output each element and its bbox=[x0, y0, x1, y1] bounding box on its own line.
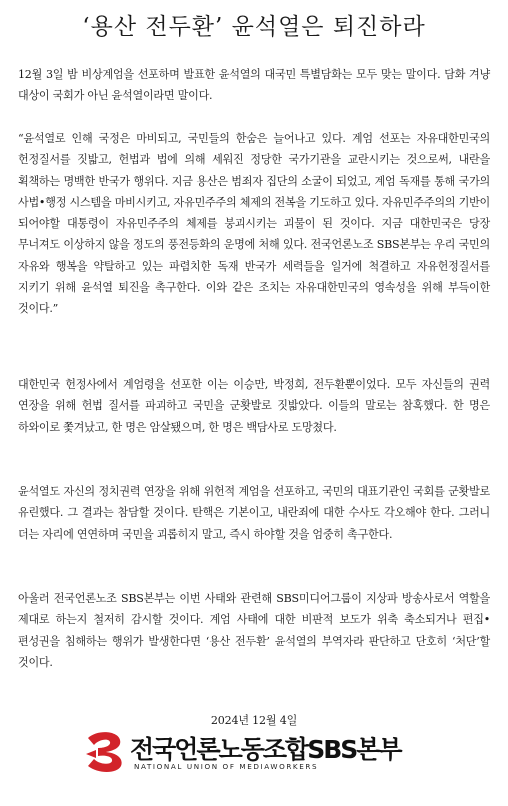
union-logo-name: 전국언론노동조합SBS본부 bbox=[130, 735, 401, 764]
union-logo bbox=[84, 728, 414, 780]
paragraph-5: 아울러 전국언론노조 SBS본부는 이번 사태와 관련해 SBS미디어그룹이 지상파 방송사로서 역할을 제대로 하는지 철저히 감시할 것이다. 계엄 사태에 대한 비판적 보도가 위축 축소되거나 편집•편성권을 침해하는 행위가 발생한다면 ‘용산 전두환’ 윤석열의 부역자라 판단하고 단호히 ‘처단’할 것이다. bbox=[18, 592, 490, 669]
statement-title: ‘용산 전두환’ 윤석열은 퇴진하라 bbox=[82, 14, 426, 40]
union-mark-icon bbox=[84, 728, 130, 774]
paragraph-3: 대한민국 헌정사에서 계엄령을 선포한 이는 이승만, 박정희, 전두환뿐이었다. 모두 자신들의 권력 연장을 위해 헌법 질서를 파괴하고 국민을 군홧발로 짓밟았다. 이들의 말로는 참혹했다. 한 명은 하와이로 쫓겨났고, 한 명은 암살됐으며, 한 명은 백담사로 도망쳤다. bbox=[18, 378, 490, 434]
union-logo-subtitle: NATIONAL UNION OF MEDIAWORKERS bbox=[134, 762, 319, 771]
statement-date: 2024년 12월 4일 bbox=[210, 714, 298, 727]
paragraph-4: 윤석열도 자신의 정치권력 연장을 위해 위헌적 계엄을 선포하고, 국민의 대표기관인 국회를 군홧발로 유린했다. 그 결과는 참담할 것이다. 탄핵은 기본이고, 내란죄에 대한 수사도 각오해야 한다. 그러니 더는 자리에 연연하며 국민을 괴롭히지 말고, 즉시 하야할 것을 엄중히 촉구한다. bbox=[18, 485, 490, 541]
paragraph-1: 12월 3일 밤 비상계엄을 선포하며 발표한 윤석열의 대국민 특별담화는 모두 맞는 말이다. 담화 겨냥 대상이 국회가 아닌 윤석열이라면 말이다. bbox=[18, 68, 490, 103]
paragraph-2-quote: “윤석열로 인해 국정은 마비되고, 국민들의 한숨은 늘어나고 있다. 계엄 선포는 자유대한민국의 헌정질서를 짓밟고, 헌법과 법에 의해 세워진 정당한 국가기관을 교란시키는 것으로써, 내란을 획책하는 명백한 반국가 행위다. 지금 용산은 범죄자 집단의 소굴이 되었고, 계엄 독재를 통해 국가의 사법•행정 시스템을 마비시키고, 자유민주주의 체제의 전복을 기도하고 있다. 자유민주주의의 기반이 되어야할 대통령이 자유민주주의 체제를 붕괴시키는 괴물이 된 것이다. 지금 대한민국은 당장 무너져도 이상하지 않을 정도의 풍전등화의 운명에 처해 있다. 전국언론노조 SBS본부는 우리 국민의 자유와 행복을 약탈하고 있는 파렴치한 독재 반국가 세력들을 일거에 척결하고 자유헌정질서를 지키기 위해 윤석열 퇴진을 촉구한다. 이와 같은 조치는 자유대한민국의 영속성을 위해 부득이한 것이다.” bbox=[18, 132, 490, 316]
